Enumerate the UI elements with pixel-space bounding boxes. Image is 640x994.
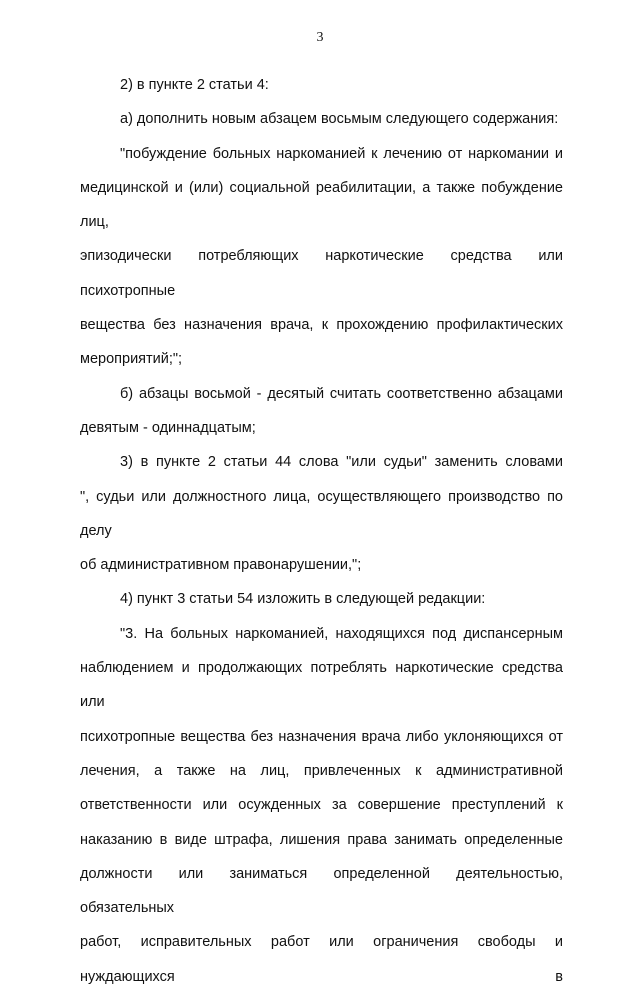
- text-line: эпизодически потребляющих наркотические средства или психотропные: [80, 248, 563, 299]
- text-line: работ, исправительных работ или ограничения свободы и нуждающихся в: [80, 934, 563, 985]
- page-number: 3: [316, 30, 324, 45]
- text-line: медицинской и (или) социальной реабилитации, а также побуждение лиц,: [80, 179, 563, 231]
- paragraph-subitem-b: [80, 377, 563, 446]
- text-line: 3) в пункте 2 статьи 44 слова "или судьи" заменить словами: [120, 454, 563, 471]
- paragraph-item-4: [80, 582, 563, 616]
- paragraph-quoted-insert: [80, 137, 563, 377]
- text-line: лечения, а также на лиц, привлеченных к административной: [80, 762, 563, 779]
- paragraph-item-2: [80, 68, 563, 102]
- text-line: девятым - одиннадцатым;: [80, 419, 256, 436]
- paragraph-item-3: [80, 445, 563, 582]
- paragraph-quoted-point-3: [80, 617, 563, 994]
- text-line: должности или заниматься определенной деятельностью, обязательных: [80, 865, 563, 917]
- text-line: ответственности или осужденных за совершение преступлений к: [80, 797, 563, 814]
- paragraph-subitem-a: [80, 102, 563, 136]
- text-line: мероприятий;";: [80, 351, 183, 368]
- text-line: 2) в пункте 2 статьи 4:: [120, 77, 269, 93]
- text-line: наказанию в виде штрафа, лишения права занимать определенные: [80, 831, 563, 848]
- text-line: "побуждение больных наркоманией к лечению от наркомании и: [120, 145, 563, 162]
- document-body: [80, 68, 563, 994]
- text-line: "3. На больных наркоманией, находящихся под диспансерным: [120, 625, 563, 642]
- text-line: 4) пункт 3 статьи 54 изложить в следующей редакции:: [120, 591, 486, 608]
- text-line: наблюдением и продолжающих потреблять наркотические средства или: [80, 660, 563, 711]
- text-line: об административном правонарушении,";: [80, 557, 362, 574]
- text-line: вещества без назначения врача, к прохождению профилактических: [80, 317, 563, 334]
- text-line: а) дополнить новым абзацем восьмым следующего содержания:: [120, 111, 559, 128]
- text-line: ", судьи или должностного лица, осуществляющего производство по делу: [80, 488, 563, 539]
- text-line: б) абзацы восьмой - десятый считать соответственно абзацами: [120, 385, 563, 402]
- text-line: психотропные вещества без назначения врача либо уклоняющихся от: [80, 728, 563, 745]
